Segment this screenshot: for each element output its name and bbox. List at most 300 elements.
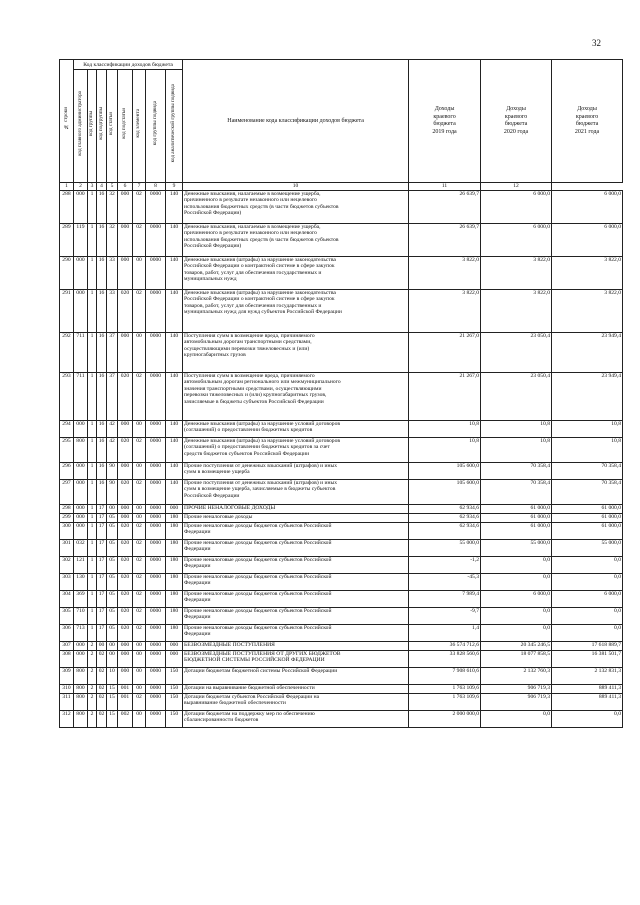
amount-2020-cell: 2 132 760,3 <box>481 668 552 685</box>
code-subtype-group-cell: 0000 <box>146 438 166 463</box>
code-subgroup-cell: 17 <box>97 523 107 540</box>
table-row <box>60 694 623 711</box>
amount-2020-cell: 6 000,0 <box>481 224 552 257</box>
year-2021-header: Доходы краевого бюджета 2021 года <box>552 60 623 183</box>
code-group-cell: 1 <box>88 257 97 290</box>
code-subgroup-cell: 02 <box>97 685 107 694</box>
amount-2020-cell: 20 345 246,5 <box>481 642 552 651</box>
amount-2019-cell: 26 639,7 <box>409 224 481 257</box>
amount-2019-cell: 105 600,0 <box>409 463 481 480</box>
code-group-cell: 2 <box>88 711 97 728</box>
code-group-cell: 2 <box>88 668 97 685</box>
amount-2020-cell: 0,0 <box>481 557 552 574</box>
amount-2019-cell: -45,3 <box>409 574 481 591</box>
code-element-cell: 02 <box>133 480 146 505</box>
code-element-cell: 00 <box>133 651 146 668</box>
code-subgroup-cell: 02 <box>97 694 107 711</box>
code-subarticle-cell: 000 <box>118 651 133 668</box>
amount-2020-cell: 6 000,0 <box>481 591 552 608</box>
code-article-cell: 32 <box>107 191 118 224</box>
code-analytic-group-cell: 180 <box>166 591 183 608</box>
amount-2020-cell: 61 000,0 <box>481 514 552 523</box>
amount-2019-cell: 62 934,6 <box>409 514 481 523</box>
code-element-cell: 02 <box>133 438 146 463</box>
code-subtype-group-cell: 0000 <box>146 625 166 642</box>
row-number-cell: 308 <box>60 651 74 668</box>
code-subgroup-cell: 16 <box>97 421 107 438</box>
code-col-header: код группы подвида <box>146 70 166 183</box>
code-admin-cell: 121 <box>74 557 88 574</box>
amount-2019-cell: -1,2 <box>409 557 481 574</box>
table-row <box>60 463 623 480</box>
code-admin-cell: 119 <box>74 224 88 257</box>
code-group-cell: 1 <box>88 191 97 224</box>
code-name-cell: БЕЗВОЗМЕЗДНЫЕ ПОСТУПЛЕНИЯ ОТ ДРУГИХ БЮДЖЕТОВ БЮДЖЕТНОЙ СИСТЕМЫ РОССИЙСКОЙ ФЕДЕРАЦИИ <box>183 651 409 668</box>
row-number-cell: 298 <box>60 505 74 514</box>
code-subarticle-cell: 000 <box>118 505 133 514</box>
row-number-cell: 296 <box>60 463 74 480</box>
code-name-cell: Дотации бюджетам субъектов Российской Федерации на выравнивание бюджетной обеспеченности <box>183 694 409 711</box>
code-article-cell: 32 <box>107 224 118 257</box>
code-admin-cell: 800 <box>74 438 88 463</box>
code-name-cell: Денежные взыскания, налагаемые в возмещение ущерба, причиненного в результате незаконного или нецелевого использования бюджетных средств (в части бюджетов субъектов Российской Федерации) <box>183 191 409 224</box>
code-element-cell: 02 <box>133 224 146 257</box>
code-article-cell: 05 <box>107 608 118 625</box>
column-number: 7 <box>133 183 146 191</box>
amount-2021-cell: 61 000,0 <box>552 514 623 523</box>
amount-2021-cell: 55 000,0 <box>552 540 623 557</box>
code-group-cell: 1 <box>88 421 97 438</box>
code-col-header: код подгруппы <box>97 70 107 183</box>
amount-2019-cell: 3 822,0 <box>409 257 481 290</box>
row-number-cell: 294 <box>60 421 74 438</box>
code-subgroup-cell: 16 <box>97 333 107 373</box>
amount-2019-cell: 26 639,7 <box>409 191 481 224</box>
code-subtype-group-cell: 0000 <box>146 668 166 685</box>
code-name-cell: Дотации на выравнивание бюджетной обеспеченности <box>183 685 409 694</box>
code-analytic-group-cell: 180 <box>166 625 183 642</box>
code-article-cell: 42 <box>107 438 118 463</box>
code-analytic-group-cell: 180 <box>166 608 183 625</box>
row-number-cell: 302 <box>60 557 74 574</box>
amount-2021-cell: 16 381 501,7 <box>552 651 623 668</box>
code-subgroup-cell: 17 <box>97 574 107 591</box>
code-subgroup-cell: 16 <box>97 480 107 505</box>
row-number-cell: 312 <box>60 711 74 728</box>
code-article-cell: 90 <box>107 463 118 480</box>
code-element-cell: 02 <box>133 191 146 224</box>
code-name-cell: Денежные взыскания (штрафы) за нарушение законодательства Российской Федерации о контрактной системе в сфере закупок товаров, работ, услуг для обеспечения государственных и муниципальных нужд <box>183 257 409 290</box>
amount-2021-cell: 0,0 <box>552 625 623 642</box>
code-group-cell: 1 <box>88 224 97 257</box>
code-subtype-group-cell: 0000 <box>146 523 166 540</box>
code-article-cell: 37 <box>107 373 118 421</box>
code-group-cell: 1 <box>88 505 97 514</box>
amount-2019-cell: -9,7 <box>409 608 481 625</box>
code-analytic-group-cell: 140 <box>166 438 183 463</box>
row-number-cell: 300 <box>60 523 74 540</box>
row-number-cell: 304 <box>60 591 74 608</box>
code-group-cell: 1 <box>88 514 97 523</box>
amount-2019-cell: 7 989,4 <box>409 591 481 608</box>
code-article-cell: 05 <box>107 523 118 540</box>
code-admin-cell: 000 <box>74 505 88 514</box>
amount-2020-cell: 23 050,4 <box>481 373 552 421</box>
row-number-cell: 293 <box>60 373 74 421</box>
code-name-cell: Прочие неналоговые доходы бюджетов субъектов Российской Федерации <box>183 557 409 574</box>
row-number-cell: 307 <box>60 642 74 651</box>
code-article-cell: 05 <box>107 591 118 608</box>
code-article-cell: 00 <box>107 642 118 651</box>
row-number-cell: 289 <box>60 224 74 257</box>
row-number-header: № строки <box>60 60 74 183</box>
code-article-cell: 15 <box>107 711 118 728</box>
amount-2021-cell: 6 000,0 <box>552 224 623 257</box>
amount-2021-cell: 6 000,0 <box>552 191 623 224</box>
code-analytic-group-cell: 140 <box>166 257 183 290</box>
code-analytic-group-cell: 140 <box>166 191 183 224</box>
amount-2021-cell: 70 358,4 <box>552 480 623 505</box>
row-number-cell: 295 <box>60 438 74 463</box>
table-row <box>60 373 623 421</box>
code-subtype-group-cell: 0000 <box>146 480 166 505</box>
code-name-cell: Прочие неналоговые доходы бюджетов субъектов Российской Федерации <box>183 574 409 591</box>
code-analytic-group-cell: 150 <box>166 694 183 711</box>
code-article-cell: 15 <box>107 694 118 711</box>
code-col-header: код элемента <box>133 70 146 183</box>
table-row <box>60 591 623 608</box>
amount-2021-cell: 0,0 <box>552 557 623 574</box>
code-group-cell: 1 <box>88 290 97 333</box>
amount-2021-cell: 889 411,3 <box>552 694 623 711</box>
code-subarticle-cell: 000 <box>118 191 133 224</box>
code-admin-cell: 800 <box>74 668 88 685</box>
amount-2020-cell: 0,0 <box>481 574 552 591</box>
amount-2020-cell: 70 358,4 <box>481 463 552 480</box>
code-element-cell: 02 <box>133 557 146 574</box>
table-row <box>60 505 623 514</box>
code-element-cell: 00 <box>133 463 146 480</box>
code-analytic-group-cell: 140 <box>166 480 183 505</box>
code-name-cell: Денежные взыскания, налагаемые в возмещение ущерба, причиненного в результате незаконного или нецелевого использования бюджетных средств (в части бюджетов субъектов Российской Федерации) <box>183 224 409 257</box>
code-group-cell: 2 <box>88 642 97 651</box>
code-admin-cell: 130 <box>74 574 88 591</box>
code-subarticle-cell: 020 <box>118 557 133 574</box>
code-element-cell: 00 <box>133 642 146 651</box>
amount-2020-cell: 18 077 858,5 <box>481 651 552 668</box>
code-element-cell: 02 <box>133 523 146 540</box>
code-subarticle-cell: 000 <box>118 514 133 523</box>
code-element-cell: 02 <box>133 608 146 625</box>
code-element-cell: 00 <box>133 333 146 373</box>
code-subarticle-cell: 000 <box>118 668 133 685</box>
code-group-cell: 1 <box>88 523 97 540</box>
code-element-cell: 00 <box>133 505 146 514</box>
code-col-header: код главного администратора <box>74 70 88 183</box>
amount-2020-cell: 906 719,3 <box>481 694 552 711</box>
code-group-cell: 2 <box>88 694 97 711</box>
row-number-cell: 288 <box>60 191 74 224</box>
code-subarticle-cell: 020 <box>118 540 133 557</box>
code-group-cell: 1 <box>88 557 97 574</box>
code-name-cell: Прочие неналоговые доходы бюджетов субъектов Российской Федерации <box>183 591 409 608</box>
amount-2021-cell: 889 411,3 <box>552 685 623 694</box>
code-admin-cell: 000 <box>74 480 88 505</box>
column-number: 11 <box>409 183 481 191</box>
code-col-header: код статьи <box>107 70 118 183</box>
year-2019-header: Доходы краевого бюджета 2019 года <box>409 60 481 183</box>
table-row <box>60 257 623 290</box>
table-row <box>60 191 623 224</box>
code-name-cell: Прочие неналоговые доходы бюджетов субъектов Российской Федерации <box>183 523 409 540</box>
table-row <box>60 438 623 463</box>
code-analytic-group-cell: 150 <box>166 711 183 728</box>
amount-2019-cell: 21 267,0 <box>409 373 481 421</box>
code-element-cell: 00 <box>133 421 146 438</box>
code-subgroup-cell: 02 <box>97 711 107 728</box>
code-group-cell: 1 <box>88 438 97 463</box>
code-subarticle-cell: 000 <box>118 463 133 480</box>
amount-2019-cell: 21 267,0 <box>409 333 481 373</box>
code-admin-cell: 000 <box>74 191 88 224</box>
code-name-cell: Прочие неналоговые доходы бюджетов субъектов Российской Федерации <box>183 540 409 557</box>
amount-2020-cell: 0,0 <box>481 608 552 625</box>
code-subarticle-cell: 020 <box>118 591 133 608</box>
code-group-cell: 1 <box>88 625 97 642</box>
code-analytic-group-cell: 180 <box>166 574 183 591</box>
code-element-cell: 02 <box>133 591 146 608</box>
code-article-cell: 00 <box>107 505 118 514</box>
amount-2019-cell: 7 908 610,6 <box>409 668 481 685</box>
code-subtype-group-cell: 0000 <box>146 591 166 608</box>
code-article-cell: 33 <box>107 290 118 333</box>
table-row <box>60 523 623 540</box>
column-number: 2 <box>74 183 88 191</box>
code-subtype-group-cell: 0000 <box>146 540 166 557</box>
code-group-cell: 1 <box>88 333 97 373</box>
code-analytic-group-cell: 140 <box>166 333 183 373</box>
code-analytic-group-cell: 150 <box>166 685 183 694</box>
column-number-row <box>60 183 623 191</box>
amount-2019-cell: 2 000 000,0 <box>409 711 481 728</box>
code-element-cell: 02 <box>133 373 146 421</box>
table-row <box>60 668 623 685</box>
code-subtype-group-cell: 0000 <box>146 694 166 711</box>
code-admin-cell: 711 <box>74 373 88 421</box>
code-subtype-group-cell: 0000 <box>146 373 166 421</box>
code-subtype-group-cell: 0000 <box>146 608 166 625</box>
code-admin-cell: 711 <box>74 333 88 373</box>
code-article-cell: 00 <box>107 651 118 668</box>
code-analytic-group-cell: 000 <box>166 505 183 514</box>
code-subtype-group-cell: 0000 <box>146 514 166 523</box>
code-subgroup-cell: 16 <box>97 373 107 421</box>
code-name-cell: Денежные взыскания (штрафы) за нарушение условий договоров (соглашений) о предоставлении бюджетных кредитов <box>183 421 409 438</box>
code-element-cell: 02 <box>133 694 146 711</box>
table-row <box>60 711 623 728</box>
column-number: 6 <box>118 183 133 191</box>
code-subgroup-cell: 17 <box>97 625 107 642</box>
code-subarticle-cell: 001 <box>118 694 133 711</box>
column-number: 10 <box>183 183 409 191</box>
code-subarticle-cell: 000 <box>118 224 133 257</box>
page-number: 32 <box>592 38 601 48</box>
amount-2021-cell: 61 000,0 <box>552 523 623 540</box>
column-number: 9 <box>166 183 183 191</box>
code-subarticle-cell: 000 <box>118 421 133 438</box>
amount-2020-cell: 10,8 <box>481 421 552 438</box>
table-row <box>60 625 623 642</box>
code-subtype-group-cell: 0000 <box>146 557 166 574</box>
row-number-cell: 301 <box>60 540 74 557</box>
table-row <box>60 651 623 668</box>
code-subarticle-cell: 020 <box>118 608 133 625</box>
amount-2020-cell: 10,8 <box>481 438 552 463</box>
row-number-cell: 305 <box>60 608 74 625</box>
code-analytic-group-cell: 180 <box>166 557 183 574</box>
table-row <box>60 480 623 505</box>
amount-2019-cell: 1 763 109,6 <box>409 685 481 694</box>
code-analytic-group-cell: 140 <box>166 224 183 257</box>
code-subtype-group-cell: 0000 <box>146 191 166 224</box>
amount-2019-cell: 1 763 109,6 <box>409 694 481 711</box>
code-admin-cell: 000 <box>74 651 88 668</box>
column-number: 4 <box>97 183 107 191</box>
row-number-cell: 306 <box>60 625 74 642</box>
code-subgroup-cell: 17 <box>97 608 107 625</box>
code-admin-cell: 032 <box>74 540 88 557</box>
row-number-cell: 303 <box>60 574 74 591</box>
code-subtype-group-cell: 0000 <box>146 711 166 728</box>
code-group-cell: 1 <box>88 480 97 505</box>
row-number-cell: 297 <box>60 480 74 505</box>
code-admin-cell: 800 <box>74 685 88 694</box>
amount-2021-cell: 2 132 831,3 <box>552 668 623 685</box>
code-analytic-group-cell: 140 <box>166 373 183 421</box>
code-subgroup-cell: 17 <box>97 540 107 557</box>
code-group-cell: 1 <box>88 608 97 625</box>
code-col-header: код аналитической группы подвида <box>166 70 183 183</box>
column-number: 1 <box>60 183 74 191</box>
code-subarticle-cell: 020 <box>118 290 133 333</box>
code-element-cell: 02 <box>133 290 146 333</box>
amount-2019-cell: 10,8 <box>409 438 481 463</box>
code-subarticle-cell: 000 <box>118 642 133 651</box>
code-col-header: код группы <box>88 70 97 183</box>
code-subarticle-cell: 020 <box>118 574 133 591</box>
code-name-cell: Прочие неналоговые доходы <box>183 514 409 523</box>
code-name-cell: Денежные взыскания (штрафы) за нарушение законодательства Российской Федерации о контрактной системе в сфере закупок товаров, работ, услуг для обеспечения государственных и муниципальных нужд для нужд субъектов Российской Федерации <box>183 290 409 333</box>
code-name-cell: Прочие неналоговые доходы бюджетов субъектов Российской Федерации <box>183 608 409 625</box>
amount-2021-cell: 17 618 889,7 <box>552 642 623 651</box>
amount-2020-cell: 23 050,4 <box>481 333 552 373</box>
table-body <box>60 191 623 728</box>
code-subarticle-cell: 020 <box>118 625 133 642</box>
amount-2020-cell: 61 000,0 <box>481 505 552 514</box>
amount-2020-cell: 0,0 <box>481 711 552 728</box>
code-subarticle-cell: 000 <box>118 333 133 373</box>
code-name-cell: Дотации бюджетам на поддержку мер по обеспечению сбалансированности бюджетов <box>183 711 409 728</box>
code-analytic-group-cell: 000 <box>166 642 183 651</box>
code-analytic-group-cell: 180 <box>166 514 183 523</box>
code-name-cell: Поступления сумм в возмещение вреда, причиняемого автомобильным дорогам регионального или межмуниципального значения транспортными средствами, осуществляющими перевозки тяжеловесных и (или) крупногабаритных грузов, зачисляемые в бюджеты субъектов Российской Федерации <box>183 373 409 421</box>
code-article-cell: 42 <box>107 421 118 438</box>
code-subgroup-cell: 17 <box>97 557 107 574</box>
code-subtype-group-cell: 0000 <box>146 685 166 694</box>
code-subgroup-cell: 16 <box>97 438 107 463</box>
amount-2020-cell: 55 000,0 <box>481 540 552 557</box>
code-element-cell: 02 <box>133 574 146 591</box>
amount-2020-cell: 906 719,3 <box>481 685 552 694</box>
table-row <box>60 540 623 557</box>
code-element-cell: 00 <box>133 711 146 728</box>
code-subtype-group-cell: 0000 <box>146 224 166 257</box>
amount-2021-cell: 0,0 <box>552 711 623 728</box>
code-subarticle-cell: 020 <box>118 438 133 463</box>
code-name-cell: БЕЗВОЗМЕЗДНЫЕ ПОСТУПЛЕНИЯ <box>183 642 409 651</box>
amount-2021-cell: 0,0 <box>552 574 623 591</box>
code-subgroup-cell: 17 <box>97 505 107 514</box>
amount-2019-cell: 62 934,6 <box>409 505 481 514</box>
amount-2021-cell: 10,8 <box>552 421 623 438</box>
code-article-cell: 05 <box>107 540 118 557</box>
code-analytic-group-cell: 180 <box>166 523 183 540</box>
code-group-cell: 2 <box>88 685 97 694</box>
income-classification-table <box>59 59 623 728</box>
code-subtype-group-cell: 0000 <box>146 642 166 651</box>
code-admin-cell: 800 <box>74 711 88 728</box>
code-subgroup-cell: 16 <box>97 224 107 257</box>
code-subarticle-cell: 000 <box>118 257 133 290</box>
code-admin-cell: 000 <box>74 463 88 480</box>
amount-2019-cell: 1,4 <box>409 625 481 642</box>
amount-2020-cell: 70 358,4 <box>481 480 552 505</box>
code-element-cell: 00 <box>133 685 146 694</box>
code-admin-cell: 000 <box>74 421 88 438</box>
code-article-cell: 90 <box>107 480 118 505</box>
code-name-cell: Денежные взыскания (штрафы) за нарушение условий договоров (соглашений) о предоставлении бюджетных кредитов за счет средств бюджетов субъектов Российской Федерации <box>183 438 409 463</box>
column-number: 5 <box>107 183 118 191</box>
code-article-cell: 33 <box>107 257 118 290</box>
amount-2020-cell: 3 822,0 <box>481 290 552 333</box>
row-number-cell: 310 <box>60 685 74 694</box>
code-analytic-group-cell: 140 <box>166 421 183 438</box>
amount-2019-cell: 105 600,0 <box>409 480 481 505</box>
code-article-cell: 05 <box>107 557 118 574</box>
amount-2019-cell: 33 828 560,6 <box>409 651 481 668</box>
code-admin-cell: 800 <box>74 694 88 711</box>
code-subgroup-cell: 16 <box>97 257 107 290</box>
row-number-cell: 311 <box>60 694 74 711</box>
code-analytic-group-cell: 180 <box>166 540 183 557</box>
code-subtype-group-cell: 0000 <box>146 505 166 514</box>
column-number: 8 <box>146 183 166 191</box>
code-element-cell: 02 <box>133 540 146 557</box>
amount-2021-cell: 23 949,4 <box>552 373 623 421</box>
table-row <box>60 224 623 257</box>
amount-2021-cell: 3 822,0 <box>552 257 623 290</box>
code-group-cell: 2 <box>88 651 97 668</box>
table-row <box>60 421 623 438</box>
amount-2021-cell: 70 358,4 <box>552 463 623 480</box>
code-admin-cell: 000 <box>74 523 88 540</box>
code-subgroup-cell: 02 <box>97 651 107 668</box>
code-subgroup-cell: 17 <box>97 591 107 608</box>
code-analytic-group-cell: 140 <box>166 463 183 480</box>
code-analytic-group-cell: 150 <box>166 668 183 685</box>
column-number: 3 <box>88 183 97 191</box>
code-subarticle-cell: 020 <box>118 523 133 540</box>
